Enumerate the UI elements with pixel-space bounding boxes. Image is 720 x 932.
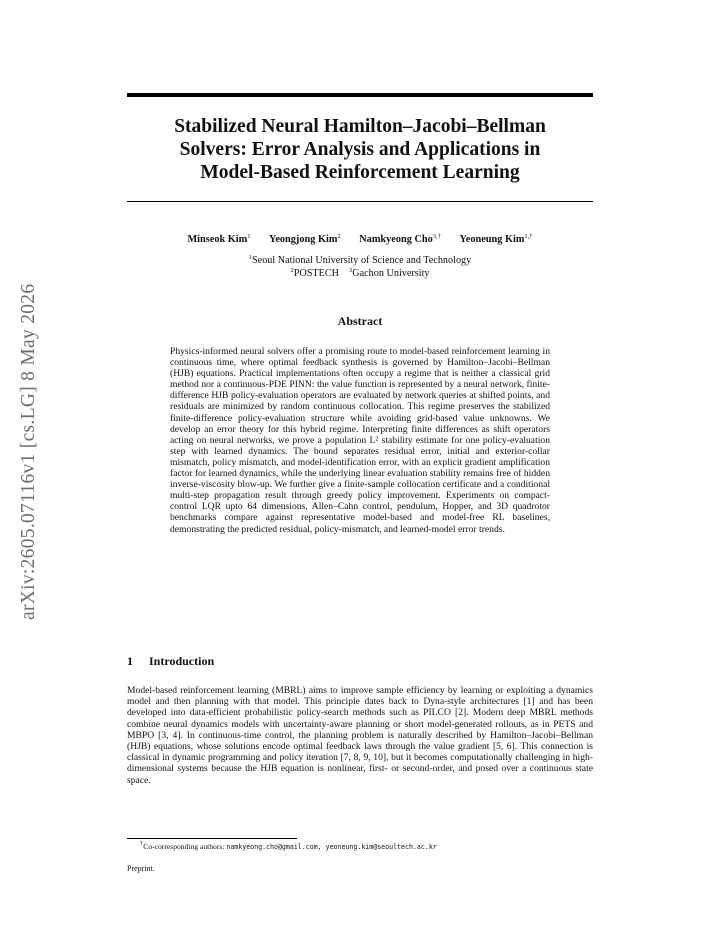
author-affiliation-mark: 3,† xyxy=(432,233,441,240)
paper-title xyxy=(127,115,593,184)
preprint-label: Preprint. xyxy=(127,864,155,873)
section-number: 1 xyxy=(127,654,133,668)
affiliation-mark: 3 xyxy=(349,267,353,274)
author-list xyxy=(100,234,620,245)
author xyxy=(459,234,532,245)
affiliation-name: Seoul National University of Science and Technology xyxy=(252,255,472,266)
title-line: Model-Based Reinforcement Learning xyxy=(200,162,520,183)
author-name: Yeoneung Kim xyxy=(459,234,525,245)
affiliation-line-1 xyxy=(100,255,620,266)
author-name: Minseok Kim xyxy=(187,234,248,245)
author-affiliation-mark: 1 xyxy=(247,233,251,240)
author-name: Yeongjong Kim xyxy=(269,234,338,245)
introduction-paragraph: Model-based reinforcement learning (MBRL) aims to improve sample efficiency by learning or exploiting a dynamics model and then planning with that model. This principle dates back to Dyna-style architectures [1] and has been developed into data-efficient probabilistic policy-search methods such as PILCO [2]. Modern deep MBRL methods combine neural dynamics models with uncertainty-aware planning or short model-generated rollouts, as in PETS and MBPO [3, 4]. In continuous-time control, the planning problem is naturally described by Hamilton–Jacobi–Bellman (HJB) equations, whose solutions encode optimal feedback laws through the value gradient [5, 6]. This connection is classical in dynamic programming and policy iteration [7, 8, 9, 10], but it becomes computationally challenging in high-dimensional systems because the HJB equation is nonlinear, first- or second-order, and posed over a continuous state space. xyxy=(127,685,593,786)
footnote-label: Co-corresponding authors: xyxy=(143,842,225,851)
footnote-emails: namkyeong.cho@gmail.com, yeoneung.kim@seoultech.ac.kr xyxy=(226,843,437,851)
affiliation-name: POSTECH xyxy=(293,268,340,279)
affiliation-mark: 1 xyxy=(248,254,253,261)
affiliation-name: Gachon University xyxy=(352,268,430,279)
author xyxy=(187,234,250,245)
author-affiliation-mark: 2 xyxy=(337,233,341,240)
footnote xyxy=(140,842,600,851)
author xyxy=(359,234,441,245)
title-bottom-rule xyxy=(127,201,593,202)
author-name: Namkyeong Cho xyxy=(359,234,433,245)
affiliation-mark: 2 xyxy=(290,267,294,274)
author-affiliation-mark: 1,† xyxy=(524,233,533,240)
section-heading-introduction xyxy=(127,654,593,669)
title-line: Stabilized Neural Hamilton–Jacobi–Bellman xyxy=(174,116,546,137)
affiliation-line-2 xyxy=(100,268,620,279)
arxiv-identifier: arXiv:2605.07116v1 [cs.LG] 8 May 2026 xyxy=(18,283,39,621)
footnote-rule xyxy=(127,838,297,839)
title-top-rule xyxy=(127,93,593,97)
footnote-mark: † xyxy=(140,840,144,847)
section-title: Introduction xyxy=(149,654,215,668)
abstract-heading: Abstract xyxy=(337,314,383,328)
author xyxy=(269,234,341,245)
abstract-body: Physics-informed neural solvers offer a promising route to model-based reinforcement learning in continuous time, where optimal feedback synthesis is governed by Hamilton–Jacobi–Bellman (HJB) equations. Practical implementations often occupy a regime that is neither a classical grid method nor a continuous-PDE PINN: the value function is represented by a neural network, finite-difference HJB policy-evaluation operators are evaluated by network queries at shifted points, and residuals are minimized by random continuous collocation. This regime preserves the stabilized finite-difference policy-evaluation structure while avoiding grid-based value unknowns. We develop an error theory for this hybrid regime. Interpreting finite differences as shift operators acting on neural networks, we prove a population L² stability estimate for one policy-evaluation step with learned dynamics. The bound separates residual error, initial and exterior-collar mismatch, policy mismatch, and model-identification error, with an explicit gradient amplification factor for learned dynamics, while the underlying linear evaluation stability remains free of hidden inverse-viscosity blow-up. We further give a finite-sample collocation certificate and a conditional multi-step propagation result through greedy policy improvement. Experiments on compact-control LQR upto 64 dimensions, Allen–Cahn control, pendulum, Hopper, and 3D quadrotor benchmarks compare against representative model-based and model-free RL baselines, demonstrating the predicted residual, policy-mismatch, and learned-model error trends. xyxy=(170,346,550,535)
title-line: Solvers: Error Analysis and Applications in xyxy=(179,139,541,160)
